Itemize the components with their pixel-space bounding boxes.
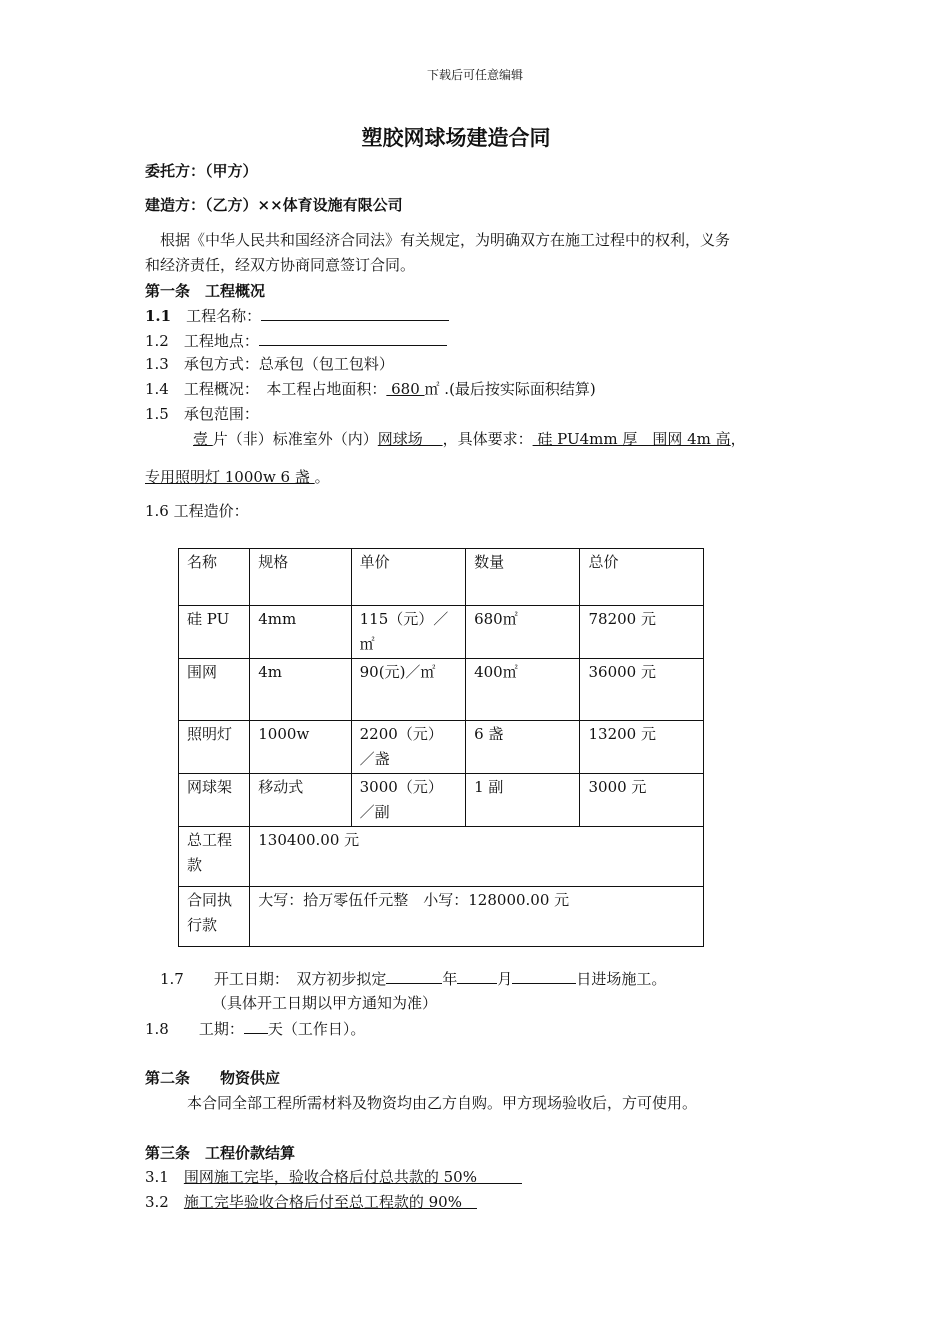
contract-amount-value: 大写：拾万零伍仟元整 小写：128000.00 元 (250, 887, 704, 947)
total-label: 总工程 款 (179, 827, 250, 887)
item-1-4-suffix: ㎡ .(最后按实际面积结算) (424, 380, 596, 398)
item-3-2 (145, 1190, 477, 1214)
scope-end: 。 (314, 468, 330, 486)
cell-spec: 4m (250, 659, 351, 721)
cell-item: 网球架 (179, 774, 250, 827)
cell-item: 照明灯 (179, 721, 250, 774)
item-3-1 (145, 1165, 522, 1189)
cell-unit-price: 90(元)／㎡ (351, 659, 465, 721)
year-label: 年 (442, 970, 458, 988)
cell-total: 78200 元 (580, 606, 704, 659)
article-2-text: 本合同全部工程所需材料及物资均由乙方自购。甲方现场验收后，方可使用。 (187, 1094, 698, 1112)
venue-type: 网球场 (377, 430, 443, 448)
table-row (179, 659, 704, 721)
scope-text-2: ，具体要求： (442, 430, 533, 448)
item-1-4 (145, 377, 596, 401)
article-2-heading: 第二条 物资供应 (145, 1069, 281, 1087)
item-1-1 (145, 303, 449, 328)
item-1-7 (160, 966, 666, 991)
total-value: 130400.00 元 (250, 827, 704, 887)
table-header-row (179, 549, 704, 606)
contract-title: 塑胶网球场建造合同 (361, 125, 551, 150)
scope-line-1 (193, 427, 746, 451)
cell-unit-price: 2200（元） ／盏 (351, 721, 465, 774)
item-1-1-label: 工程名称： (186, 307, 262, 325)
cell-quantity: 1 副 (466, 774, 580, 827)
start-day-blank (512, 966, 576, 984)
table-row (179, 774, 704, 827)
cell-unit-price: 115（元）／ ㎡ (351, 606, 465, 659)
item-1-8 (145, 1016, 365, 1041)
header-note: 下载后可任意编辑 (426, 68, 523, 82)
cell-item: 硅 PU (179, 606, 250, 659)
contract-amount-label: 合同执 行款 (179, 887, 250, 947)
start-year-blank (386, 966, 442, 984)
item-3-1-text: 围网施工完毕，验收合格后付总共款的 50% (183, 1168, 522, 1186)
item-1-1-number: 1.1 (145, 307, 172, 325)
scope-comma: ， (730, 430, 746, 448)
item-3-2-text: 施工完毕验收合格后付至总工程款的 90% (183, 1193, 477, 1211)
item-1-8-suffix: 天（工作日）。 (267, 1020, 366, 1038)
header-quantity: 数量 (466, 549, 580, 606)
cell-spec: 移动式 (250, 774, 351, 827)
scope-text-1: 片（非）标准室外（内） (212, 430, 378, 448)
scope-line-2 (145, 465, 330, 489)
item-1-5: 1.5 承包范围： (145, 405, 259, 423)
item-3-1-number: 3.1 (145, 1168, 184, 1186)
cost-table (178, 548, 704, 947)
party-a: 委托方：（甲方） (145, 162, 258, 180)
site-area-value: 680 (386, 380, 425, 398)
item-1-2 (145, 328, 447, 353)
item-1-2-label: 1.2 工程地点： (145, 332, 259, 350)
court-count: 壹 (193, 430, 213, 448)
cell-quantity: 400㎡ (466, 659, 580, 721)
scope-requirements: 硅 PU4mm 厚 围网 4m 高 (532, 430, 731, 448)
article-3-heading: 第三条 工程价款结算 (145, 1144, 296, 1162)
item-3-2-number: 3.2 (145, 1193, 184, 1211)
intro-line-1: 根据《中华人民共和国经济合同法》有关规定，为明确双方在施工过程中的权利，义务 (160, 231, 731, 249)
table-row (179, 721, 704, 774)
article-1-heading: 第一条 工程概况 (145, 282, 266, 300)
cell-quantity: 6 盏 (466, 721, 580, 774)
cell-spec: 1000w (250, 721, 351, 774)
cell-item: 围网 (179, 659, 250, 721)
project-location-blank (259, 328, 447, 346)
item-1-7-prefix: 1.7 开工日期： 双方初步拟定 (160, 970, 387, 988)
cell-unit-price: 3000（元） ／副 (351, 774, 465, 827)
item-1-6: 1.6 工程造价： (145, 502, 249, 520)
month-label: 月 (497, 970, 513, 988)
project-name-blank (261, 303, 449, 321)
lighting-requirement: 专用照明灯 1000w 6 盏 (145, 468, 315, 486)
intro-line-2: 和经济责任，经双方协商同意签订合同。 (145, 256, 416, 274)
item-1-8-prefix: 1.8 工期： (145, 1020, 244, 1038)
header-total: 总价 (580, 549, 704, 606)
contract-amount-row (179, 887, 704, 947)
item-1-3: 1.3 承包方式：总承包（包工包料） (145, 355, 394, 373)
header-name: 名称 (179, 549, 250, 606)
duration-blank (244, 1016, 268, 1034)
day-suffix: 日进场施工。 (576, 970, 667, 988)
total-row (179, 827, 704, 887)
table-row (179, 606, 704, 659)
cell-total: 36000 元 (580, 659, 704, 721)
item-1-4-prefix: 1.4 工程概况： 本工程占地面积： (145, 380, 387, 398)
start-month-blank (457, 966, 497, 984)
cell-total: 13200 元 (580, 721, 704, 774)
cell-total: 3000 元 (580, 774, 704, 827)
cell-spec: 4mm (250, 606, 351, 659)
header-spec: 规格 (250, 549, 351, 606)
party-b: 建造方：（乙方）××体育设施有限公司 (145, 196, 403, 214)
header-unit-price: 单价 (351, 549, 465, 606)
cell-quantity: 680㎡ (466, 606, 580, 659)
start-date-note: （具体开工日期以甲方通知为准） (212, 994, 438, 1012)
